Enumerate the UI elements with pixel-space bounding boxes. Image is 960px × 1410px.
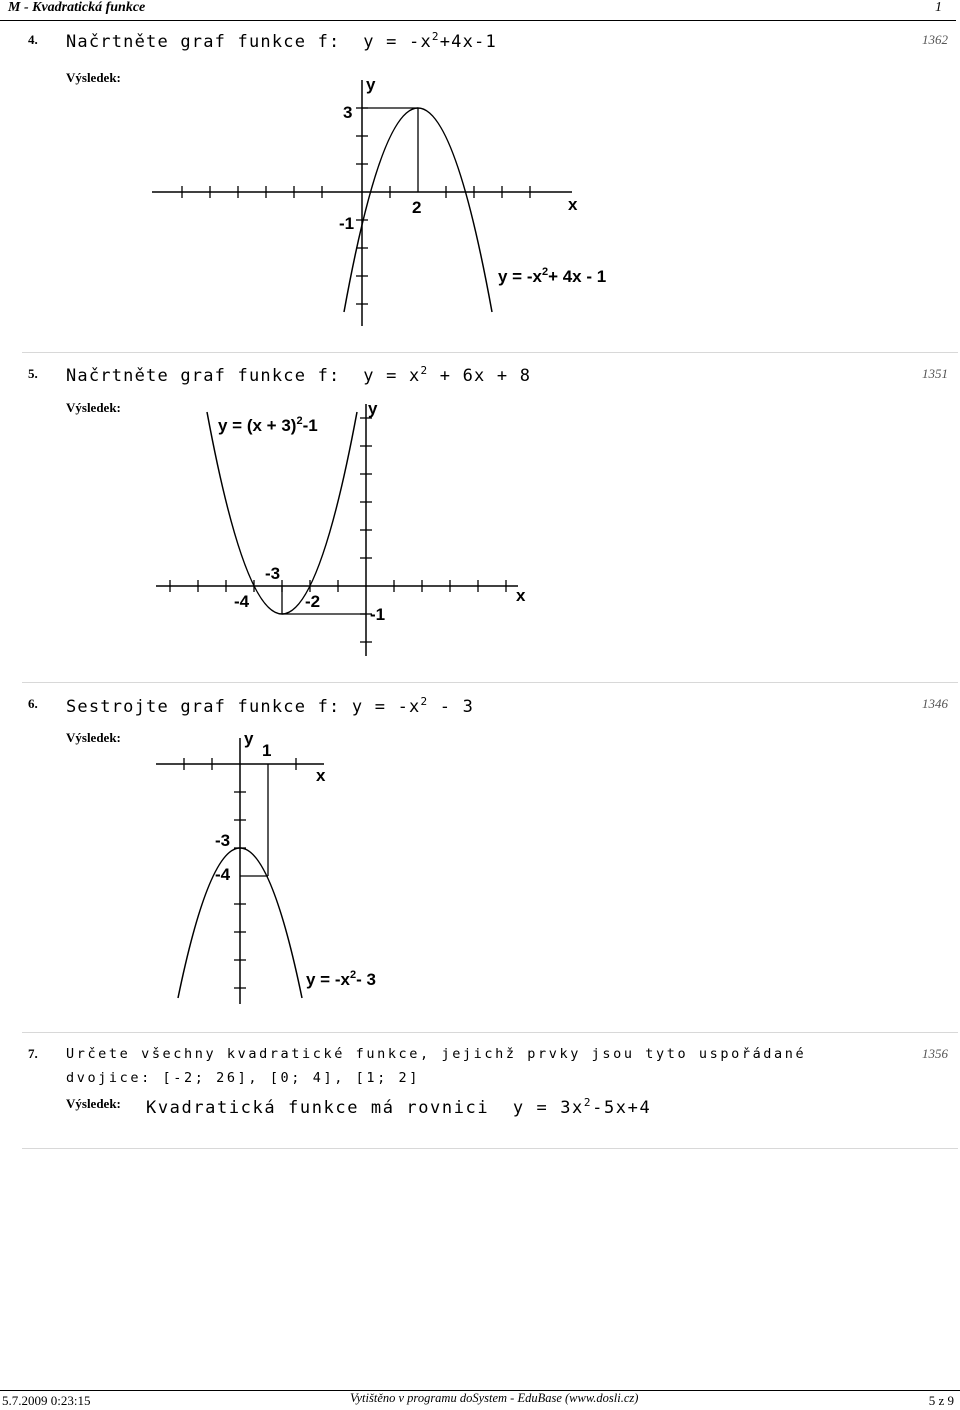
problem-text-line-1: Určete všechny kvadratické funkce, jejichž prvky jsou tyto uspořádané [66,1046,807,1062]
separator [22,682,958,683]
page-footer [0,1390,960,1410]
separator [22,1032,958,1033]
graph-problem-5 [0,340,960,680]
printed-by-text: Vytištěno v programu doSystem - EduBase (www.dosli.cz) [350,1391,639,1405]
label-minus-2: -2 [305,592,321,611]
x-axis-label: x [316,766,326,785]
x-axis-label: x [516,586,526,605]
y-axis-label: y [366,75,376,94]
graph-formula: $y = -x^2-$ 3 [306,969,376,989]
label-1: 1 [262,741,272,760]
label-2: 2 [412,198,422,217]
header-page-number: 1 [935,0,942,15]
problem-number: 6. [28,696,38,711]
result-label: Výsledek: [66,70,121,85]
x-axis-label: x [568,195,578,214]
graph-formula: $y = (x + 3)^2-1$ [218,415,318,435]
separator [22,1148,958,1149]
result-label: Výsledek: [66,730,121,745]
problem-id: 1362 [922,32,948,47]
graph-problem-6 [0,700,960,1020]
answer-text: Kvadratická funkce má rovnici $y = 3x^2-5x+4$ [146,1096,652,1118]
problem-id: 1351 [922,366,948,381]
result-label: Výsledek: [66,1096,121,1111]
problem-text-line-2: dvojice: [-2; 26], [0; 4], [1; 2] [66,1070,421,1086]
graph-formula: $y = -x^2+ 4x - 1$ [498,266,607,286]
problem-text: Načrtněte graf funkce f: $y = x^2 + 6x + 8$ [66,364,532,386]
problem-text: Sestrojte graf funkce f: $y = -x^2 - 3$ [66,695,475,717]
label-3: 3 [343,103,353,122]
print-datetime: 5.7.2009 0:23:15 [2,1393,91,1408]
problem-number: 4. [28,32,38,47]
problem-number: 5. [28,366,38,381]
problem-number: 7. [28,1046,38,1061]
label-minus-4: -4 [215,865,231,884]
problem-text: Načrtněte graf funkce f: $y = -x^2+4x-1$ [66,30,497,52]
page-of: 5 z 9 [928,1393,954,1408]
label-minus-3: -3 [265,564,281,583]
y-axis-label: y [244,729,254,748]
result-label: Výsledek: [66,400,121,415]
label-minus-1: -1 [339,214,355,233]
problem-id: 1356 [922,1046,948,1061]
document-title: M - Kvadratická funkce [8,0,146,15]
label-minus-3: -3 [215,831,231,850]
graph-problem-4 [0,0,960,340]
y-axis-label: y [368,399,378,418]
label-minus-1: -1 [370,605,386,624]
problem-id: 1346 [922,696,948,711]
label-minus-4: -4 [234,592,250,611]
